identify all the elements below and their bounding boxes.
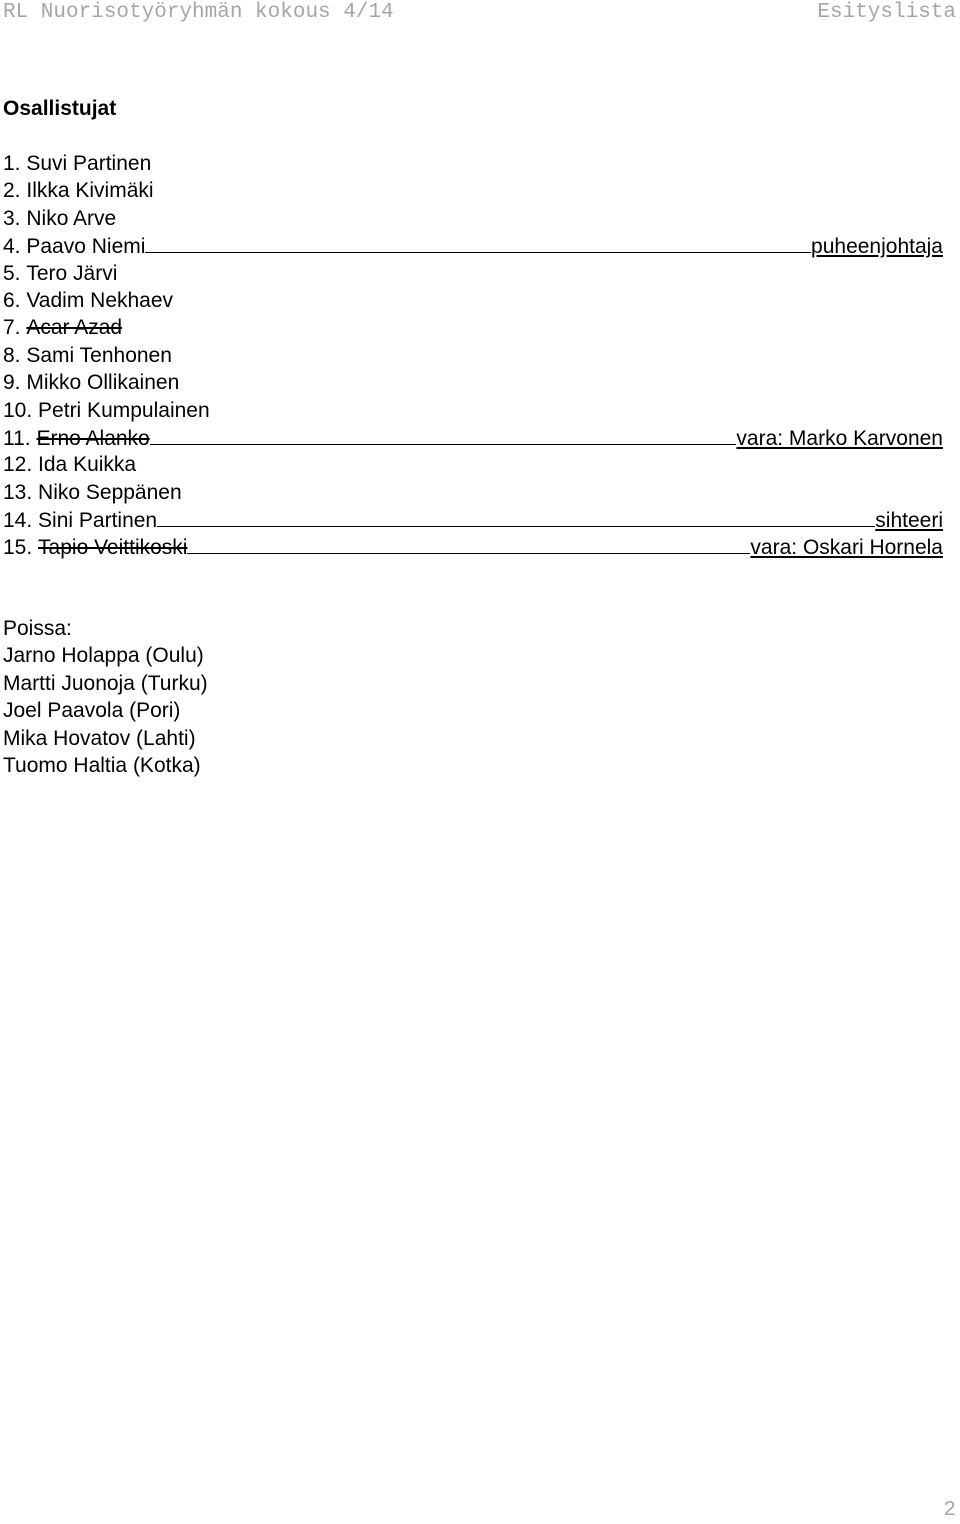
attendee-number: 5.: [3, 261, 21, 285]
document-header-section: Esityslista: [817, 1, 956, 24]
attendee-name: Suvi Partinen: [26, 152, 152, 175]
attendee-name: Vadim Nekhaev: [26, 288, 174, 312]
document-header-title: RL Nuorisotyöryhmän kokous 4/14: [3, 1, 394, 24]
attendee-name: Tapio Veittikoski: [38, 536, 188, 560]
attendee-role: puheenjohtaja: [811, 235, 943, 259]
attendee-number: 13.: [3, 480, 33, 504]
attendees-heading: Osallistujat: [3, 97, 117, 120]
attendee-number: 10.: [3, 398, 33, 422]
attendee-list: [3, 150, 943, 561]
attendee-row: [3, 533, 943, 560]
attendee-number: 11.: [3, 426, 31, 450]
attendee-row: [3, 342, 943, 369]
attendee-name: Erno Alanko: [36, 426, 150, 450]
attendee-row: [3, 205, 943, 232]
attendee-name: Ilkka Kivimäki: [26, 179, 154, 203]
leader-line: [145, 232, 811, 253]
page-number: 2: [943, 1499, 956, 1522]
attendee-name: Niko Arve: [26, 206, 117, 230]
absent-person: Jarno Holappa (Oulu): [3, 644, 204, 668]
attendee-name: Niko Seppänen: [38, 480, 182, 504]
attendee-name: Paavo Niemi: [26, 235, 146, 259]
attendee-number: 8.: [3, 343, 21, 367]
attendee-row: [3, 397, 943, 424]
attendee-row: [3, 479, 943, 506]
attendee-number: 9.: [3, 371, 21, 395]
attendee-name: Petri Kumpulainen: [38, 398, 210, 422]
attendee-number: 12.: [3, 453, 33, 477]
attendee-number: 7.: [3, 316, 21, 340]
attendee-row: [3, 424, 943, 451]
attendee-row: [3, 369, 943, 396]
attendee-number: 1.: [3, 152, 21, 175]
attendee-row: [3, 177, 943, 204]
attendee-number: 4.: [3, 235, 21, 259]
leader-line: [150, 424, 737, 445]
attendee-row: [3, 232, 943, 259]
attendee-number: 14.: [3, 509, 33, 533]
attendee-number: 3.: [3, 206, 21, 230]
attendee-row: [3, 314, 943, 341]
attendee-number: 15.: [3, 536, 33, 560]
attendee-role: sihteeri: [875, 509, 943, 533]
absent-section: [3, 615, 208, 779]
attendee-name: Sini Partinen: [38, 509, 158, 533]
absent-person: Tuomo Haltia (Kotka): [3, 754, 201, 778]
absent-person: Joel Paavola (Pori): [3, 699, 181, 723]
absent-person: Mika Hovatov (Lahti): [3, 726, 196, 750]
attendee-name: Sami Tenhonen: [26, 343, 172, 367]
attendee-row: [3, 451, 943, 478]
leader-line: [187, 533, 750, 554]
leader-line: [157, 506, 875, 527]
attendee-number: 2.: [3, 179, 21, 203]
absent-person: Martti Juonoja (Turku): [3, 671, 208, 695]
attendee-number: 6.: [3, 288, 21, 312]
attendee-name: Acar Azad: [26, 316, 123, 340]
attendee-name: Tero Järvi: [26, 261, 118, 285]
attendee-name: Ida Kuikka: [38, 453, 137, 477]
attendee-role: vara: Marko Karvonen: [736, 426, 943, 450]
attendee-row: [3, 287, 943, 314]
attendee-row: [3, 150, 943, 177]
attendee-row: [3, 260, 943, 287]
attendee-role: vara: Oskari Hornela: [750, 536, 943, 560]
absent-label: Poissa:: [3, 617, 72, 640]
attendee-name: Mikko Ollikainen: [26, 371, 180, 395]
attendee-row: [3, 506, 943, 533]
